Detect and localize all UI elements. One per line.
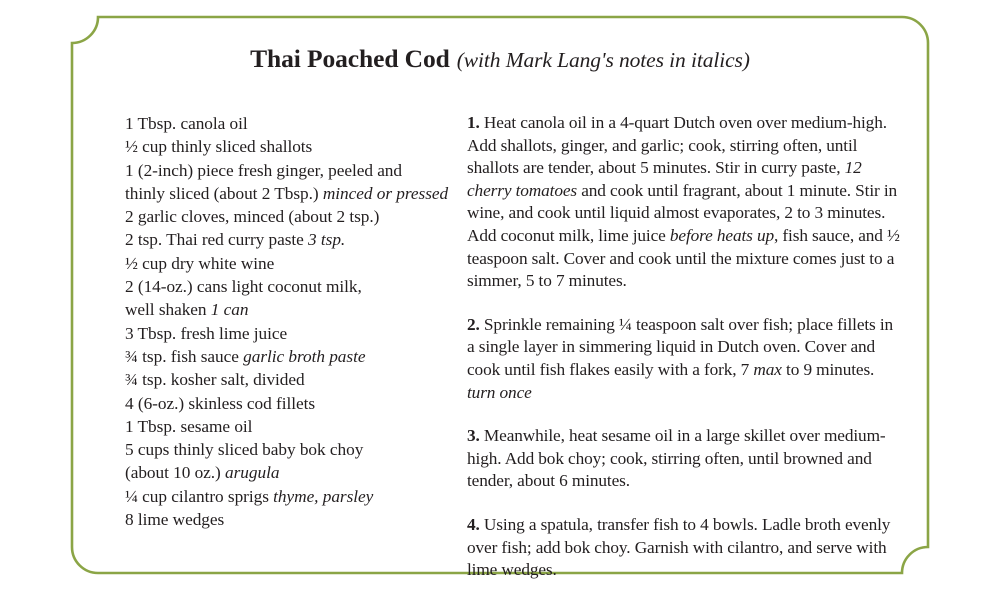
ingredient-line — [125, 135, 455, 158]
ingredient-annotation: thyme, parsley — [273, 486, 374, 506]
ingredient-line — [125, 205, 455, 228]
step-text: Meanwhile, heat sesame oil in a large skillet over medium-high. Add bok choy; cook, stirring often, until browned and tender, about 6 minutes. — [467, 426, 886, 491]
instruction-step — [467, 425, 902, 493]
ingredient-line — [125, 508, 455, 531]
card-content — [72, 17, 928, 580]
ingredient-text: ½ cup dry white wine — [125, 253, 275, 273]
instruction-step — [467, 514, 902, 582]
recipe-title-main: Thai Poached Cod — [250, 44, 450, 73]
step-annotation: 12 cherry tomatoes — [467, 158, 862, 200]
ingredient-text: 1 Tbsp. canola oil — [125, 114, 248, 133]
ingredient-text: ¾ tsp. kosher salt, divided — [125, 370, 305, 390]
ingredient-text: 1 Tbsp. sesame oil — [125, 416, 253, 436]
ingredient-line — [125, 252, 455, 275]
step-annotation: before heats up — [669, 225, 775, 245]
instructions-list — [467, 112, 902, 582]
ingredient-line — [125, 415, 455, 438]
step-annotation: max — [753, 359, 782, 379]
ingredient-annotation: minced or pressed — [322, 183, 449, 203]
step-number: 4. — [467, 514, 480, 534]
ingredient-line — [125, 275, 455, 298]
instruction-step — [467, 314, 902, 404]
ingredient-text: thinly sliced (about 2 Tbsp.) — [125, 183, 323, 203]
ingredient-line — [125, 228, 455, 251]
ingredient-annotation: garlic broth paste — [243, 346, 366, 366]
ingredient-annotation: 1 can — [210, 300, 249, 320]
ingredients-list — [125, 112, 455, 531]
step-annotation: turn once — [467, 382, 532, 402]
ingredient-annotation: 3 tsp. — [308, 230, 346, 250]
ingredient-line — [125, 345, 455, 368]
step-text: , fish sauce, and ½ teaspoon salt. Cover and cook until the mixture comes just to a simmer, 5 to 7 minutes. — [467, 225, 900, 291]
ingredient-text: 1 (2-inch) piece fresh ginger, peeled and — [125, 160, 402, 180]
step-number: 3. — [467, 426, 480, 446]
ingredient-text: 2 (14-oz.) cans light coconut milk, — [125, 277, 362, 297]
ingredient-text: 3 Tbsp. fresh lime juice — [125, 323, 288, 343]
ingredient-text: ¼ cup cilantro sprigs — [125, 486, 274, 506]
ingredient-line — [125, 368, 455, 391]
ingredient-text: 2 tsp. Thai red curry paste — [125, 230, 309, 250]
step-text: Sprinkle remaining ¼ teaspoon salt over fish; place fillets in a single layer in simmering liquid in Dutch oven. Cover and cook until fish flakes easily with a fork, 7 — [467, 314, 894, 379]
page-title — [72, 44, 928, 74]
step-number: 1. — [467, 113, 480, 132]
ingredient-text: (about 10 oz.) — [125, 463, 226, 483]
ingredient-line — [125, 438, 455, 461]
ingredient-text: well shaken — [125, 300, 211, 320]
ingredient-line — [125, 485, 455, 508]
ingredient-line — [125, 461, 455, 484]
ingredient-line — [125, 322, 455, 345]
step-text: to 9 minutes. — [781, 359, 875, 379]
ingredient-text: ½ cup thinly sliced shallots — [125, 137, 313, 157]
step-text: Using a spatula, transfer fish to 4 bowls. Ladle broth evenly over fish; add bok choy. Garnish with cilantro, and serve with lime wedges. — [467, 514, 891, 580]
ingredient-line — [125, 392, 455, 415]
step-text: Heat canola oil in a 4-quart Dutch oven over medium-high. Add shallots, ginger, and garlic; cook, stirring often, until shallots are tender, about 5 minutes. Stir in curry paste, — [467, 113, 887, 178]
ingredient-line — [125, 112, 455, 135]
instruction-step — [467, 112, 902, 293]
ingredient-line — [125, 298, 455, 321]
ingredient-line — [125, 182, 455, 205]
step-number: 2. — [467, 314, 480, 334]
ingredient-line — [125, 159, 455, 182]
ingredient-annotation: arugula — [225, 463, 280, 483]
recipe-title-note: (with Mark Lang's notes in italics) — [456, 48, 750, 72]
ingredient-text: 8 lime wedges — [125, 510, 225, 530]
ingredient-text: 2 garlic cloves, minced (about 2 tsp.) — [125, 207, 380, 227]
ingredient-text: ¾ tsp. fish sauce — [125, 346, 244, 366]
step-text: and cook until fragrant, about 1 minute. Stir in wine, and cook until liquid almost evaporates, 2 to 3 minutes. Add coconut milk, lime juice — [467, 180, 898, 245]
ingredient-text: 5 cups thinly sliced baby bok choy — [125, 440, 364, 460]
ingredient-text: 4 (6-oz.) skinless cod fillets — [125, 393, 315, 413]
